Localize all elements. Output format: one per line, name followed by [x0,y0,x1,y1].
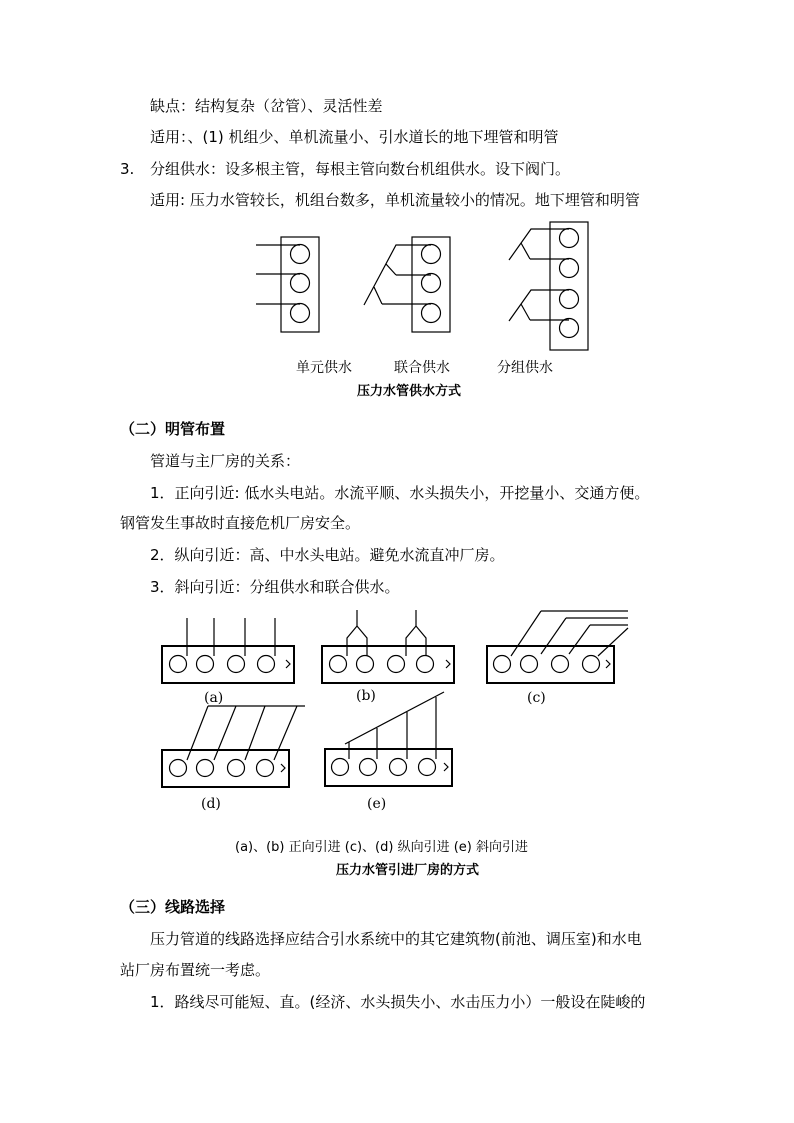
text-line: 钢管发生事故时直接危机厂房安全。 [120,514,361,532]
text-line: 3．斜向引近：分组供水和联合供水。 [150,578,400,596]
text-line: 站厂房布置统一考虑。 [120,961,271,979]
diagram-a [162,618,294,683]
text-line: 1．正向引近: 低水头电站。水流平顺、水头损失小，开挖量小、交通方便。 [150,484,650,502]
label-d: (d) [201,796,221,812]
list-number: 3. [120,160,135,178]
figure-legend: (a)、(b) 正向引进 (c)、(d) 纵向引进 (e) 斜向引进 [235,840,528,855]
label-group-supply: 分组供水 [497,360,553,376]
text-line: 适用: 压力水管较长，机组台数多，单机流量较小的情况。地下埋管和明管 [150,191,640,209]
label-combined-supply: 联合供水 [394,360,450,376]
diagram-b [322,610,454,683]
label-e: (e) [367,796,387,812]
label-unit-supply: 单元供水 [296,360,352,376]
text-line: 适用：、(1) 机组少、单机流量小、引水道长的地下埋管和明管 [150,128,559,146]
label-b: (b) [356,688,376,704]
diagram-c [487,611,628,683]
text-line: 管道与主厂房的关系： [150,452,301,470]
text-line: 分组供水：设多根主管，每根主管向数台机组供水。设下阀门。 [150,160,571,178]
label-a: (a) [204,690,224,706]
diagram-e [325,692,452,786]
section-heading: （二）明管布置 [120,420,226,438]
label-c: (c) [527,690,546,706]
text-line: 缺点：结构复杂（岔管）、灵活性差 [150,97,383,115]
figure-caption: 压力水管供水方式 [357,384,462,399]
diagram-d [162,706,305,787]
section-heading: （三）线路选择 [120,898,226,916]
text-line: 2．纵向引近：高、中水头电站。避免水流直冲厂房。 [150,546,505,564]
figure-caption: 压力水管引进厂房的方式 [336,863,480,878]
text-line: 压力管道的线路选择应结合引水系统中的其它建筑物(前池、调压室)和水电 [150,930,642,948]
text-line: 1．路线尽可能短、直。(经济、水头损失小、水击压力小）一般设在陡峻的 [150,993,646,1011]
